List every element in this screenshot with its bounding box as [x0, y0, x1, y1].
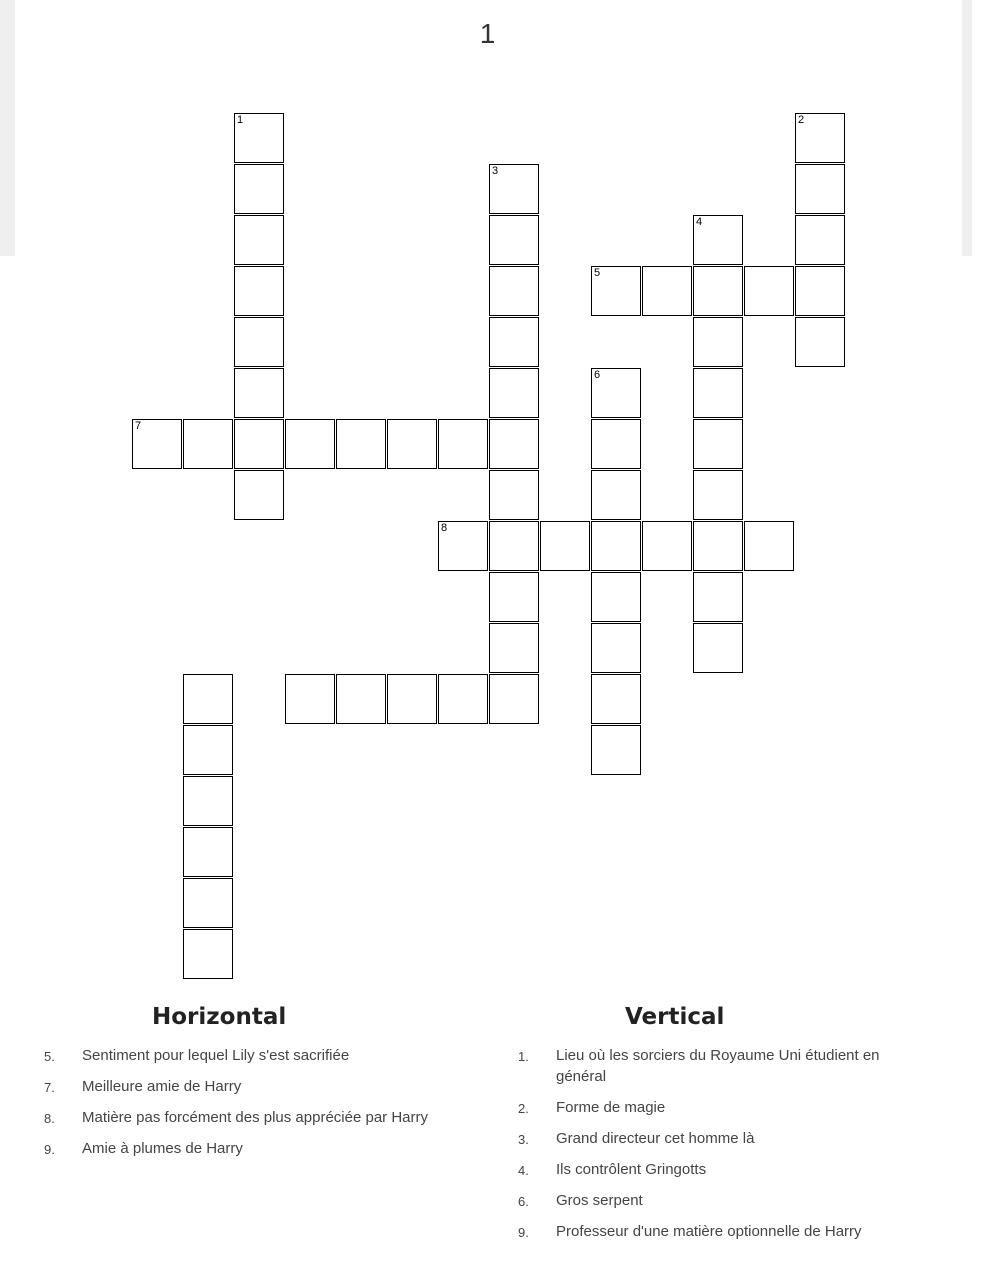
clue-text: Lieu où les sorciers du Royaume Uni étudient en général — [556, 1047, 880, 1085]
crossword-cell[interactable] — [183, 929, 233, 979]
crossword-cell[interactable] — [693, 419, 743, 469]
crossword-cell[interactable] — [693, 572, 743, 622]
clue-text: Ils contrôlent Gringotts — [556, 1161, 707, 1178]
clue-text: Forme de magie — [556, 1099, 666, 1116]
crossword-cell[interactable] — [132, 419, 182, 469]
crossword-cell[interactable] — [693, 470, 743, 520]
clue-number: 2. — [518, 1101, 529, 1116]
crossword-cell[interactable] — [795, 317, 845, 367]
clue-number: 9. — [44, 1142, 55, 1157]
crossword-cell[interactable] — [591, 623, 641, 673]
crossword-cell[interactable] — [183, 674, 233, 724]
crossword-cell[interactable] — [591, 521, 641, 571]
crossword-cell[interactable] — [438, 419, 488, 469]
across-clue — [44, 1138, 494, 1159]
crossword-cell[interactable] — [795, 215, 845, 265]
crossword-cell[interactable] — [489, 215, 539, 265]
crossword-cell[interactable] — [336, 674, 386, 724]
crossword-cell[interactable] — [234, 470, 284, 520]
crossword-cell[interactable] — [489, 266, 539, 316]
crossword-cell[interactable] — [234, 113, 284, 163]
crossword-cell[interactable] — [234, 368, 284, 418]
down-clue — [518, 1045, 918, 1087]
clue-number: 4. — [518, 1163, 529, 1178]
crossword-cell[interactable] — [183, 776, 233, 826]
crossword-cell[interactable] — [183, 725, 233, 775]
clue-number: 6. — [518, 1194, 529, 1209]
crossword-cell[interactable] — [591, 674, 641, 724]
crossword-cell[interactable] — [744, 266, 794, 316]
crossword-cell[interactable] — [285, 674, 335, 724]
crossword-cell[interactable] — [693, 317, 743, 367]
clue-number: 5. — [44, 1049, 55, 1064]
crossword-cell[interactable] — [489, 317, 539, 367]
crossword-cell[interactable] — [336, 419, 386, 469]
crossword-cell[interactable] — [540, 521, 590, 571]
across-heading: Horizontal — [152, 1004, 287, 1030]
cell-number: 8 — [441, 522, 448, 534]
crossword-cell[interactable] — [387, 674, 437, 724]
across-clue — [44, 1076, 494, 1097]
clue-text: Matière pas forcément des plus appréciée par Harry — [82, 1109, 428, 1126]
crossword-cell[interactable] — [693, 368, 743, 418]
across-clue-list — [44, 1045, 494, 1169]
crossword-cell[interactable] — [795, 164, 845, 214]
crossword-cell[interactable] — [234, 266, 284, 316]
crossword-cell[interactable] — [591, 725, 641, 775]
crossword-cell[interactable] — [234, 164, 284, 214]
clue-number: 1. — [518, 1049, 529, 1064]
crossword-cell[interactable] — [591, 470, 641, 520]
clue-text: Grand directeur cet homme là — [556, 1130, 755, 1147]
clue-number: 7. — [44, 1080, 55, 1095]
down-clue — [518, 1097, 918, 1118]
clue-number: 3. — [518, 1132, 529, 1147]
across-clue — [44, 1045, 494, 1066]
cell-number: 7 — [135, 420, 142, 432]
down-clue — [518, 1159, 918, 1180]
down-clue — [518, 1190, 918, 1211]
crossword-cell[interactable] — [234, 317, 284, 367]
crossword-cell[interactable] — [438, 521, 488, 571]
cell-number: 6 — [594, 369, 601, 381]
clue-text: Sentiment pour lequel Lily s'est sacrifiée — [82, 1047, 350, 1064]
crossword-cell[interactable] — [591, 368, 641, 418]
clue-number: 9. — [518, 1225, 529, 1240]
clue-text: Meilleure amie de Harry — [82, 1078, 242, 1095]
crossword-cell[interactable] — [489, 470, 539, 520]
crossword-cell[interactable] — [693, 623, 743, 673]
cell-number: 1 — [237, 114, 244, 126]
crossword-cell[interactable] — [489, 623, 539, 673]
crossword-cell[interactable] — [591, 572, 641, 622]
crossword-cell[interactable] — [183, 419, 233, 469]
crossword-cell[interactable] — [489, 368, 539, 418]
clue-text: Amie à plumes de Harry — [82, 1140, 243, 1157]
crossword-cell[interactable] — [795, 113, 845, 163]
crossword-cell[interactable] — [693, 215, 743, 265]
crossword-cell[interactable] — [489, 521, 539, 571]
crossword-cell[interactable] — [489, 164, 539, 214]
crossword-cell[interactable] — [234, 419, 284, 469]
crossword-cell[interactable] — [693, 521, 743, 571]
crossword-cell[interactable] — [387, 419, 437, 469]
down-clue — [518, 1221, 918, 1242]
cell-number: 5 — [594, 267, 601, 279]
cell-number: 2 — [798, 114, 805, 126]
clue-text: Professeur d'une matière optionnelle de Harry — [556, 1223, 862, 1240]
crossword-cell[interactable] — [642, 266, 692, 316]
crossword-cell[interactable] — [489, 419, 539, 469]
cell-number: 3 — [492, 165, 499, 177]
crossword-cell[interactable] — [591, 419, 641, 469]
page-title: 1 — [479, 18, 496, 49]
crossword-cell[interactable] — [489, 572, 539, 622]
crossword-cell[interactable] — [642, 521, 692, 571]
crossword-cell[interactable] — [183, 878, 233, 928]
crossword-cell[interactable] — [744, 521, 794, 571]
down-clue — [518, 1128, 918, 1149]
crossword-cell[interactable] — [285, 419, 335, 469]
clue-text: Gros serpent — [556, 1192, 643, 1209]
down-clue-list — [518, 1045, 918, 1252]
crossword-cell[interactable] — [183, 827, 233, 877]
crossword-cell[interactable] — [693, 266, 743, 316]
cell-number: 4 — [696, 216, 703, 228]
crossword-cell[interactable] — [438, 674, 488, 724]
crossword-cell[interactable] — [795, 266, 845, 316]
crossword-cell[interactable] — [234, 215, 284, 265]
across-clue — [44, 1107, 494, 1128]
crossword-cell[interactable] — [591, 266, 641, 316]
crossword-cell[interactable] — [489, 674, 539, 724]
down-heading: Vertical — [625, 1004, 725, 1030]
clue-number: 8. — [44, 1111, 55, 1126]
